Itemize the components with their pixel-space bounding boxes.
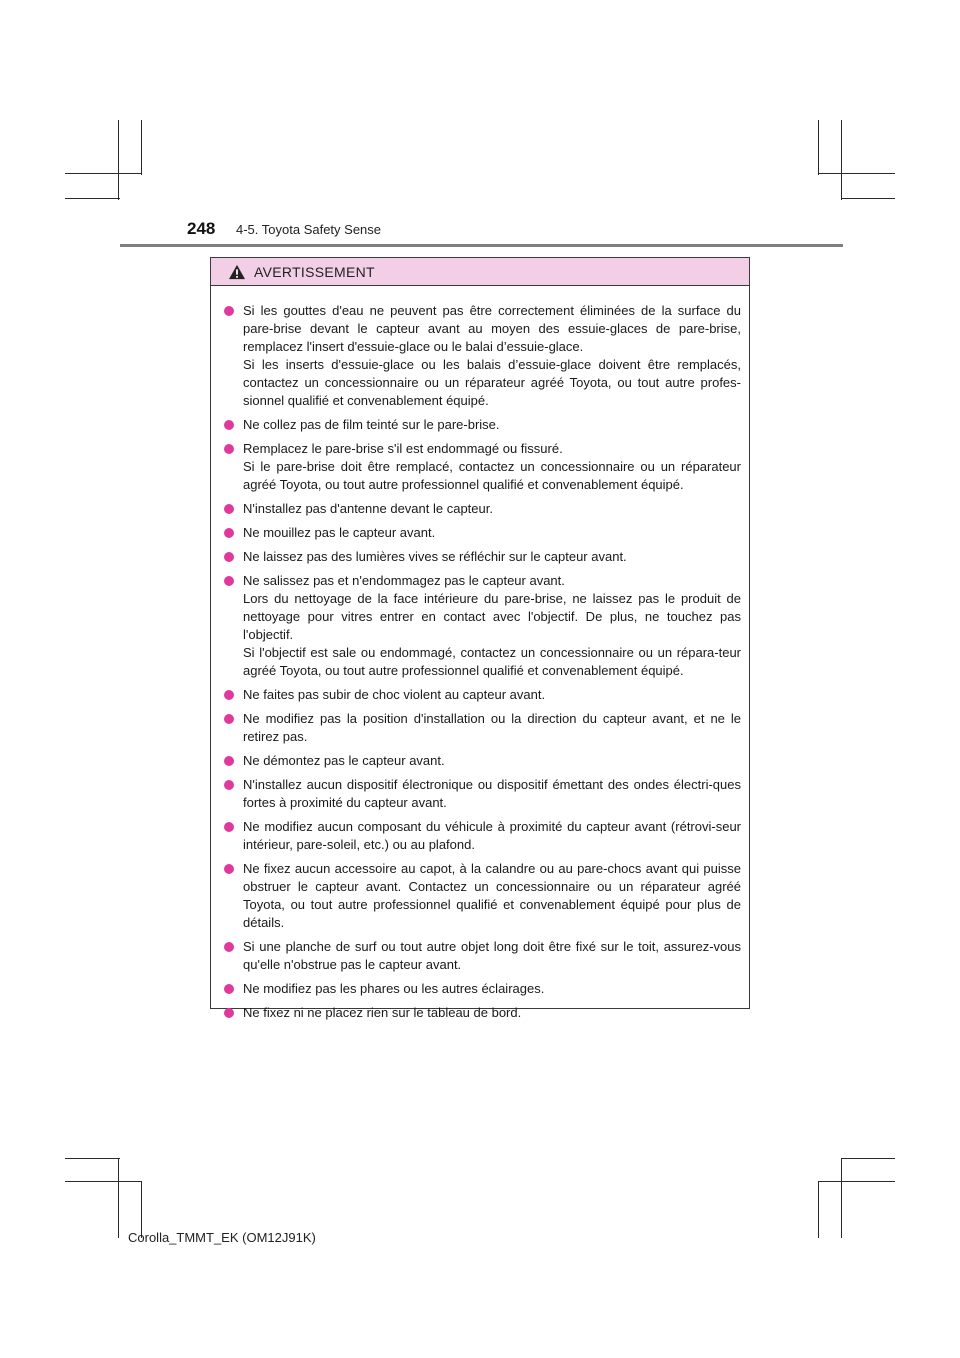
warning-header	[211, 258, 749, 286]
bullet-icon	[224, 576, 234, 586]
warning-paragraph: Remplacez le pare-brise s'il est endommagé ou fissuré.	[243, 441, 563, 456]
crop-mark	[841, 1158, 842, 1238]
warning-paragraph: Si une planche de surf ou tout autre objet long doit être fixé sur le toit, assurez-vous qu'elle n'obstrue pas le capteur avant.	[243, 939, 741, 972]
crop-mark	[841, 198, 895, 199]
warning-paragraph: Ne modifiez aucun composant du véhicule à proximité du capteur avant (rétrovi-seur intérieur, pare-soleil, etc.) ou au plafond.	[243, 819, 741, 852]
crop-mark	[818, 120, 819, 175]
warning-paragraph: Ne collez pas de film teinté sur le pare-brise.	[243, 417, 500, 432]
warning-paragraph: Ne démontez pas le capteur avant.	[243, 753, 445, 768]
warning-title: AVERTISSEMENT	[254, 263, 375, 280]
bullet-icon	[224, 756, 234, 766]
warning-paragraph: N'installez aucun dispositif électronique ou dispositif émettant des ondes électri-ques fortes à proximité du capteur avant.	[243, 777, 741, 810]
bullet-icon	[224, 942, 234, 952]
warning-paragraph: Ne laissez pas des lumières vives se réfléchir sur le capteur avant.	[243, 549, 627, 564]
crop-mark	[65, 198, 120, 199]
warning-paragraph: Si les gouttes d'eau ne peuvent pas être correctement éliminées de la surface du pare-brise devant le capteur avant au moyen des essuie-glaces de pare-brise, remplacez l'insert d'essuie-glace ou le balai d’essuie-glace.	[243, 303, 741, 354]
warning-box	[210, 257, 750, 1020]
bullet-icon	[224, 552, 234, 562]
crop-mark	[118, 1158, 119, 1238]
warning-item	[224, 302, 741, 410]
warning-paragraph: Ne faites pas subir de choc violent au capteur avant.	[243, 687, 546, 702]
warning-item	[224, 500, 741, 518]
bullet-icon	[224, 864, 234, 874]
warning-paragraph: Si les inserts d'essuie-glace ou les balais d’essuie-glace doivent être remplacés, contactez un concessionnaire ou un réparateur agréé Toyota, ou tout autre profes-sionnel qualifié et convenablement équipé.	[243, 357, 741, 408]
warning-item	[224, 818, 741, 854]
bullet-icon	[224, 1008, 234, 1018]
warning-item	[224, 938, 741, 974]
warning-item	[224, 980, 741, 998]
warning-paragraph: Si l'objectif est sale ou endommagé, contactez un concessionnaire ou un répara-teur agréé Toyota, ou tout autre professionnel qualifié et convenablement équipé.	[243, 645, 741, 678]
crop-mark	[65, 1181, 142, 1182]
warning-item	[224, 752, 741, 770]
bullet-icon	[224, 714, 234, 724]
crop-mark	[65, 173, 142, 174]
bullet-icon	[224, 306, 234, 316]
page-number: 248	[187, 219, 216, 238]
bullet-icon	[224, 444, 234, 454]
crop-mark	[841, 1158, 895, 1159]
bullet-icon	[224, 780, 234, 790]
warning-item	[224, 416, 741, 434]
warning-item	[224, 776, 741, 812]
crop-mark	[65, 1158, 120, 1159]
warning-item	[224, 572, 741, 680]
warning-paragraph: Ne fixez aucun accessoire au capot, à la calandre ou au pare-chocs avant qui puisse obstruer le capteur avant. Contactez un concessionnaire ou un réparateur agréé Toyota, ou tout autre professionnel qualifié et convenablement équipé pour plus de détails.	[243, 861, 741, 930]
warning-item	[224, 710, 741, 746]
crop-mark	[141, 120, 142, 175]
section-title: 4-5. Toyota Safety Sense	[236, 222, 382, 237]
bullet-icon	[224, 822, 234, 832]
warning-item	[224, 1004, 741, 1022]
crop-mark	[818, 1181, 895, 1182]
bullet-icon	[224, 528, 234, 538]
bullet-icon	[224, 690, 234, 700]
warning-paragraph: Ne salissez pas et n'endommagez pas le capteur avant.	[243, 573, 565, 588]
warning-item	[224, 860, 741, 932]
warning-paragraph: Si le pare-brise doit être remplacé, contactez un concessionnaire ou un réparateur agréé Toyota, ou tout autre professionnel qualifié et convenablement équipé.	[243, 459, 741, 492]
warning-paragraph: Ne mouillez pas le capteur avant.	[243, 525, 436, 540]
bullet-icon	[224, 504, 234, 514]
header-rule	[120, 244, 843, 247]
bullet-icon	[224, 420, 234, 430]
warning-triangle-icon	[228, 264, 246, 280]
warning-paragraph: N'installez pas d'antenne devant le capteur.	[243, 501, 493, 516]
warning-item	[224, 524, 741, 542]
crop-mark	[118, 120, 119, 200]
warning-list	[211, 286, 749, 1022]
warning-item	[224, 440, 741, 494]
warning-paragraph: Ne modifiez pas la position d'installation ou la direction du capteur avant, et ne le retirez pas.	[243, 711, 741, 744]
footer-text: Corolla_TMMT_EK (OM12J91K)	[128, 1230, 316, 1245]
crop-mark	[841, 120, 842, 200]
warning-paragraph: Ne fixez ni ne placez rien sur le tableau de bord.	[243, 1005, 522, 1020]
crop-mark	[818, 173, 895, 174]
warning-item	[224, 548, 741, 566]
warning-item	[224, 686, 741, 704]
warning-paragraph: Ne modifiez pas les phares ou les autres éclairages.	[243, 981, 545, 996]
bullet-icon	[224, 984, 234, 994]
warning-paragraph: Lors du nettoyage de la face intérieure du pare-brise, ne laissez pas le produit de nettoyage pour vitres entrer en contact avec l'objectif. De plus, ne touchez pas l'objectif.	[243, 591, 741, 642]
crop-mark	[818, 1181, 819, 1238]
